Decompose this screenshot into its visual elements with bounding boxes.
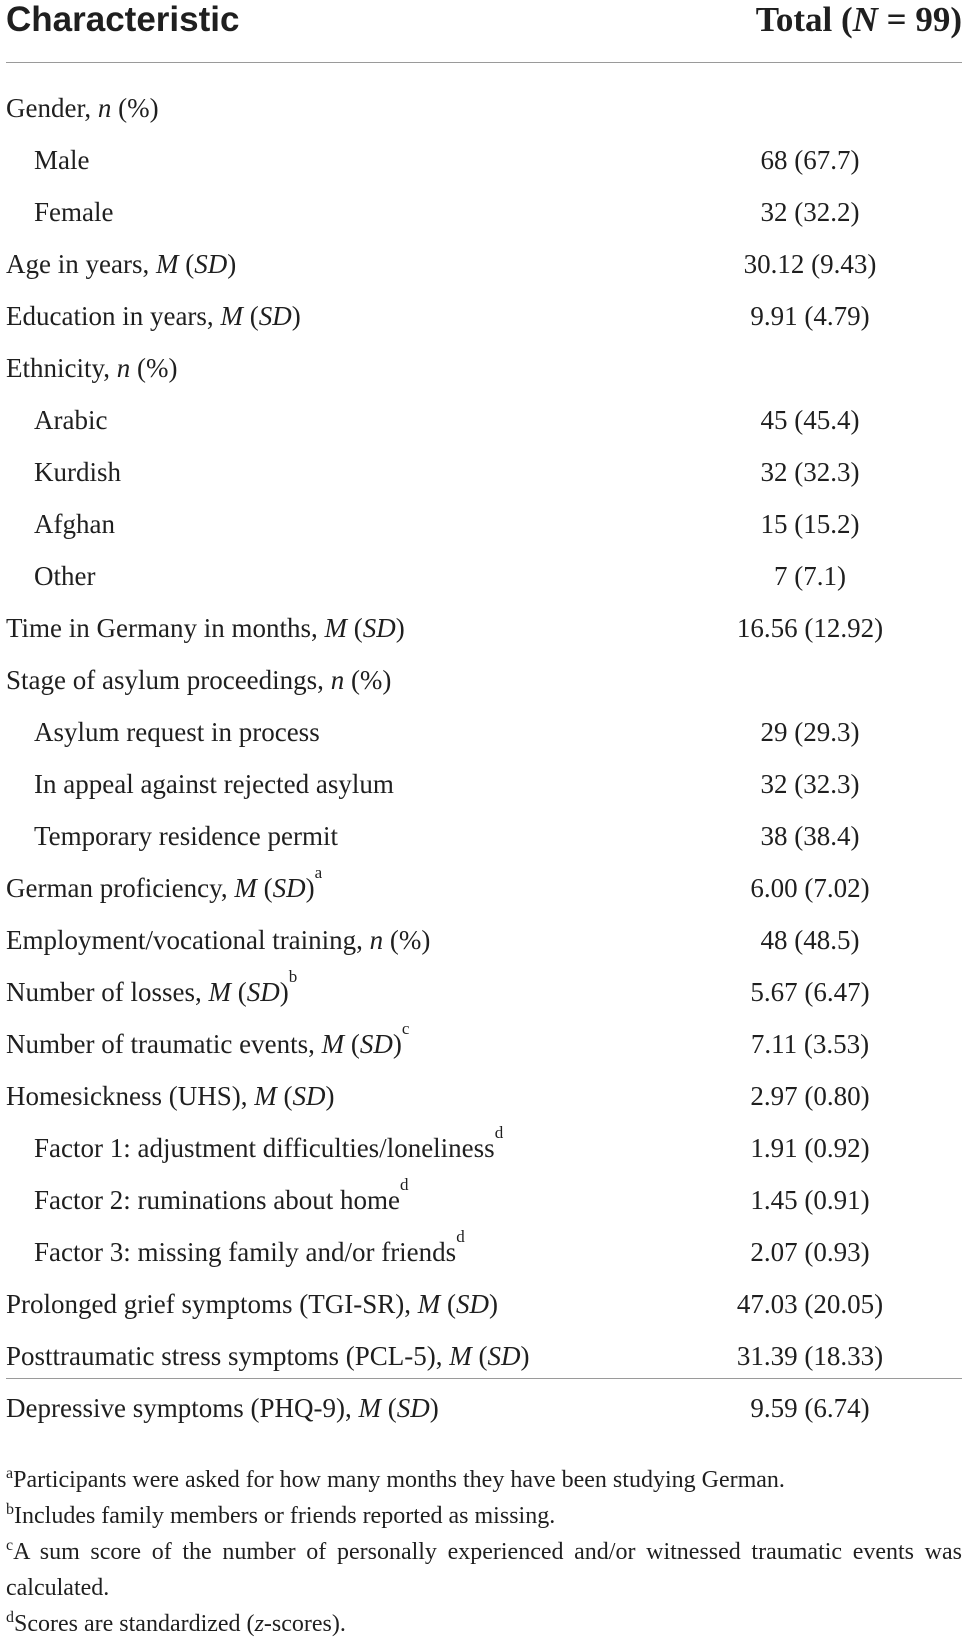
row-label	[34, 706, 320, 758]
row-label-tail: (	[380, 1393, 397, 1423]
row-label	[34, 134, 89, 186]
footnote-text: Participants were asked for how many months they have been studying German.	[13, 1467, 785, 1493]
row-label-stat: M	[208, 977, 231, 1007]
row-label	[6, 82, 159, 134]
row-value: 6.00 (7.02)	[750, 873, 870, 903]
column-header-characteristic: Characteristic	[6, 0, 240, 39]
row-label-stat2: SD	[292, 1081, 326, 1111]
row-label-text: Factor 3: missing family and/or friends	[34, 1237, 457, 1267]
row-label-tail2: )	[279, 977, 289, 1007]
table-row	[0, 862, 968, 914]
row-label	[6, 1382, 439, 1434]
row-value: 1.91 (0.92)	[750, 1133, 870, 1163]
row-label-stat: n	[116, 353, 131, 383]
footnote-marker: d	[399, 1175, 409, 1194]
table-row	[0, 1278, 968, 1330]
table-row	[0, 82, 968, 134]
table-row	[0, 290, 968, 342]
row-label-tail: (	[256, 873, 273, 903]
table-footnotes	[6, 1462, 962, 1642]
row-label-stat2: SD	[487, 1341, 521, 1371]
table-row	[0, 1018, 968, 1070]
footnote-text: Includes family members or friends reported as missing.	[14, 1503, 556, 1529]
column-header-total-n: N	[852, 0, 878, 39]
row-label-text: Factor 1: adjustment difficulties/loneliness	[34, 1133, 495, 1163]
row-label	[6, 1070, 334, 1122]
row-value: 30.12 (9.43)	[743, 249, 877, 279]
row-label-text: Factor 2: ruminations about home	[34, 1185, 400, 1215]
footnote-marker: d	[456, 1227, 465, 1246]
footnote	[6, 1462, 962, 1498]
row-label-stat2: SD	[258, 301, 292, 331]
row-label-text: Employment/vocational training,	[6, 925, 370, 955]
row-label-text: Depressive symptoms (PHQ-9),	[6, 1393, 359, 1423]
row-label-stat: M	[321, 1029, 345, 1059]
row-label-stat: n	[97, 93, 112, 123]
table-row	[0, 238, 968, 290]
footnote-mark: b	[6, 1501, 14, 1518]
row-value: 48 (48.5)	[760, 925, 860, 955]
row-value: 31.39 (18.33)	[736, 1341, 884, 1371]
footnote-marker: b	[288, 967, 298, 986]
footnote	[6, 1534, 962, 1606]
row-value: 29 (29.3)	[760, 717, 860, 747]
table-row	[0, 966, 968, 1018]
row-label-text: Posttraumatic stress symptoms (PCL-5),	[6, 1341, 450, 1371]
row-label-stat: M	[449, 1341, 472, 1371]
row-label-text: Prolonged grief symptoms (TGI-SR),	[6, 1289, 418, 1319]
table-row	[0, 1122, 968, 1174]
table-row	[0, 1070, 968, 1122]
footnote-mark: c	[6, 1537, 14, 1554]
row-label-tail2: )	[325, 1081, 335, 1111]
footnote-mark: d	[6, 1609, 14, 1626]
footnote	[6, 1606, 962, 1642]
row-label-text: Homesickness (UHS),	[6, 1081, 255, 1111]
row-value: 38 (38.4)	[760, 821, 860, 851]
row-label-text: Number of traumatic events,	[6, 1029, 322, 1059]
row-label	[6, 654, 391, 706]
row-label-tail: (	[242, 301, 259, 331]
row-label-stat2: SD	[362, 613, 396, 643]
footnote-marker: d	[494, 1123, 504, 1142]
row-label-text: Ethnicity,	[6, 353, 117, 383]
row-label-stat2: SD	[359, 1029, 393, 1059]
footnote-text: Scores are standardized (	[14, 1611, 255, 1637]
row-label-tail2: )	[227, 249, 237, 279]
column-header-total-prefix: Total (	[755, 0, 853, 39]
row-value: 7.11 (3.53)	[750, 1029, 870, 1059]
row-label-tail: (%)	[130, 353, 178, 383]
row-value: 32 (32.3)	[760, 457, 860, 487]
row-label	[6, 238, 236, 290]
table-row	[0, 134, 968, 186]
row-label-tail: (	[178, 249, 195, 279]
row-label-stat2: SD	[194, 249, 228, 279]
row-label	[34, 498, 115, 550]
row-value: 2.97 (0.80)	[750, 1081, 870, 1111]
row-label-text: Other	[34, 561, 96, 591]
row-value: 32 (32.3)	[760, 769, 860, 799]
row-label-stat: n	[369, 925, 384, 955]
table-row	[0, 186, 968, 238]
row-label-text: Temporary residence permit	[34, 821, 338, 851]
footnote	[6, 1498, 962, 1534]
row-label-stat: M	[254, 1081, 277, 1111]
row-label	[34, 1122, 503, 1174]
row-label	[34, 1226, 465, 1278]
row-value: 15 (15.2)	[760, 509, 860, 539]
column-header-total-suffix: = 99)	[877, 0, 962, 39]
row-label-stat2: SD	[455, 1289, 489, 1319]
row-label-tail: (%)	[111, 93, 159, 123]
row-label	[6, 966, 297, 1018]
row-label-stat: n	[330, 665, 345, 695]
row-label-text: Asylum request in process	[34, 717, 320, 747]
row-label	[34, 810, 338, 862]
row-label-tail: (	[471, 1341, 488, 1371]
row-label-tail: (	[230, 977, 247, 1007]
row-label-tail2: )	[520, 1341, 530, 1371]
row-label-text: Time in Germany in months,	[6, 613, 325, 643]
row-label-text: Male	[34, 145, 90, 175]
row-label-stat: M	[417, 1289, 441, 1319]
row-label-tail: (%)	[344, 665, 392, 695]
row-label	[6, 290, 301, 342]
footer-divider	[6, 1378, 962, 1379]
row-label-stat2: SD	[246, 977, 280, 1007]
row-label-stat: M	[358, 1393, 381, 1423]
row-label-text: German proficiency,	[6, 873, 235, 903]
row-label	[6, 1330, 529, 1382]
table-row	[0, 1226, 968, 1278]
row-label-tail2: )	[395, 613, 405, 643]
row-label-stat2: SD	[396, 1393, 430, 1423]
table-row	[0, 706, 968, 758]
row-label	[6, 1278, 498, 1330]
row-label-stat: M	[324, 613, 348, 643]
row-label	[6, 342, 177, 394]
row-label-text: In appeal against rejected asylum	[34, 769, 394, 799]
footnote-text: A sum score of the number of personally experienced and/or witnessed traumatic events was calculated.	[6, 1539, 962, 1601]
row-value: 9.59 (6.74)	[750, 1393, 870, 1423]
row-label	[34, 446, 121, 498]
table-header	[0, 0, 968, 64]
table-row	[0, 342, 968, 394]
row-label	[34, 758, 394, 810]
row-value: 9.91 (4.79)	[750, 301, 870, 331]
row-label-text: Female	[34, 197, 114, 227]
row-label	[6, 862, 322, 914]
table-row	[0, 654, 968, 706]
row-value: 32 (32.2)	[760, 197, 860, 227]
row-label-stat2: SD	[272, 873, 306, 903]
row-label-tail2: )	[291, 301, 301, 331]
row-label-tail: (	[440, 1289, 456, 1319]
row-label	[34, 186, 113, 238]
table-row	[0, 446, 968, 498]
row-value: 68 (67.7)	[760, 145, 860, 175]
row-label-tail2: )	[429, 1393, 439, 1423]
row-label	[6, 602, 405, 654]
row-value: 45 (45.4)	[760, 405, 860, 435]
row-label-text: Age in years,	[6, 249, 156, 279]
row-label	[34, 394, 107, 446]
table-row	[0, 914, 968, 966]
row-value: 47.03 (20.05)	[736, 1289, 884, 1319]
footnote-text-italic: z	[254, 1611, 264, 1637]
row-label	[6, 1018, 409, 1070]
row-label-text: Number of losses,	[6, 977, 209, 1007]
footnote-marker: a	[314, 863, 323, 882]
row-label	[34, 550, 95, 602]
row-label-text: Arabic	[34, 405, 108, 435]
table-row	[0, 602, 968, 654]
row-label-tail2: )	[305, 873, 315, 903]
row-label-tail2: )	[392, 1029, 402, 1059]
row-label-stat: M	[220, 301, 243, 331]
row-label-tail: (	[276, 1081, 293, 1111]
row-label-tail: (%)	[383, 925, 431, 955]
row-value: 5.67 (6.47)	[750, 977, 870, 1007]
table-row	[0, 1382, 968, 1434]
row-label-text: Stage of asylum proceedings,	[6, 665, 331, 695]
row-label-stat: M	[234, 873, 257, 903]
column-header-total	[756, 0, 962, 40]
table-row	[0, 758, 968, 810]
footnote-text-end: -scores).	[263, 1611, 346, 1637]
row-label	[34, 1174, 408, 1226]
row-label-text: Education in years,	[6, 301, 221, 331]
row-label-tail: (	[344, 1029, 360, 1059]
row-label-text: Kurdish	[34, 457, 121, 487]
table-row	[0, 498, 968, 550]
row-label-text: Afghan	[34, 509, 115, 539]
footnote-mark: a	[6, 1465, 14, 1482]
table-row	[0, 550, 968, 602]
row-value: 1.45 (0.91)	[750, 1185, 870, 1215]
table-row	[0, 1330, 968, 1382]
header-divider	[6, 62, 962, 63]
footnote-marker: c	[401, 1019, 410, 1038]
table-body	[0, 82, 968, 1434]
row-value: 2.07 (0.93)	[750, 1237, 870, 1267]
table-row	[0, 1174, 968, 1226]
row-label	[6, 914, 430, 966]
table-row	[0, 810, 968, 862]
row-label-tail2: )	[488, 1289, 498, 1319]
row-label-tail: (	[347, 613, 363, 643]
row-value: 7 (7.1)	[774, 561, 846, 591]
row-value: 16.56 (12.92)	[736, 613, 884, 643]
row-label-text: Gender,	[6, 93, 98, 123]
table-row	[0, 394, 968, 446]
row-label-stat: M	[155, 249, 179, 279]
